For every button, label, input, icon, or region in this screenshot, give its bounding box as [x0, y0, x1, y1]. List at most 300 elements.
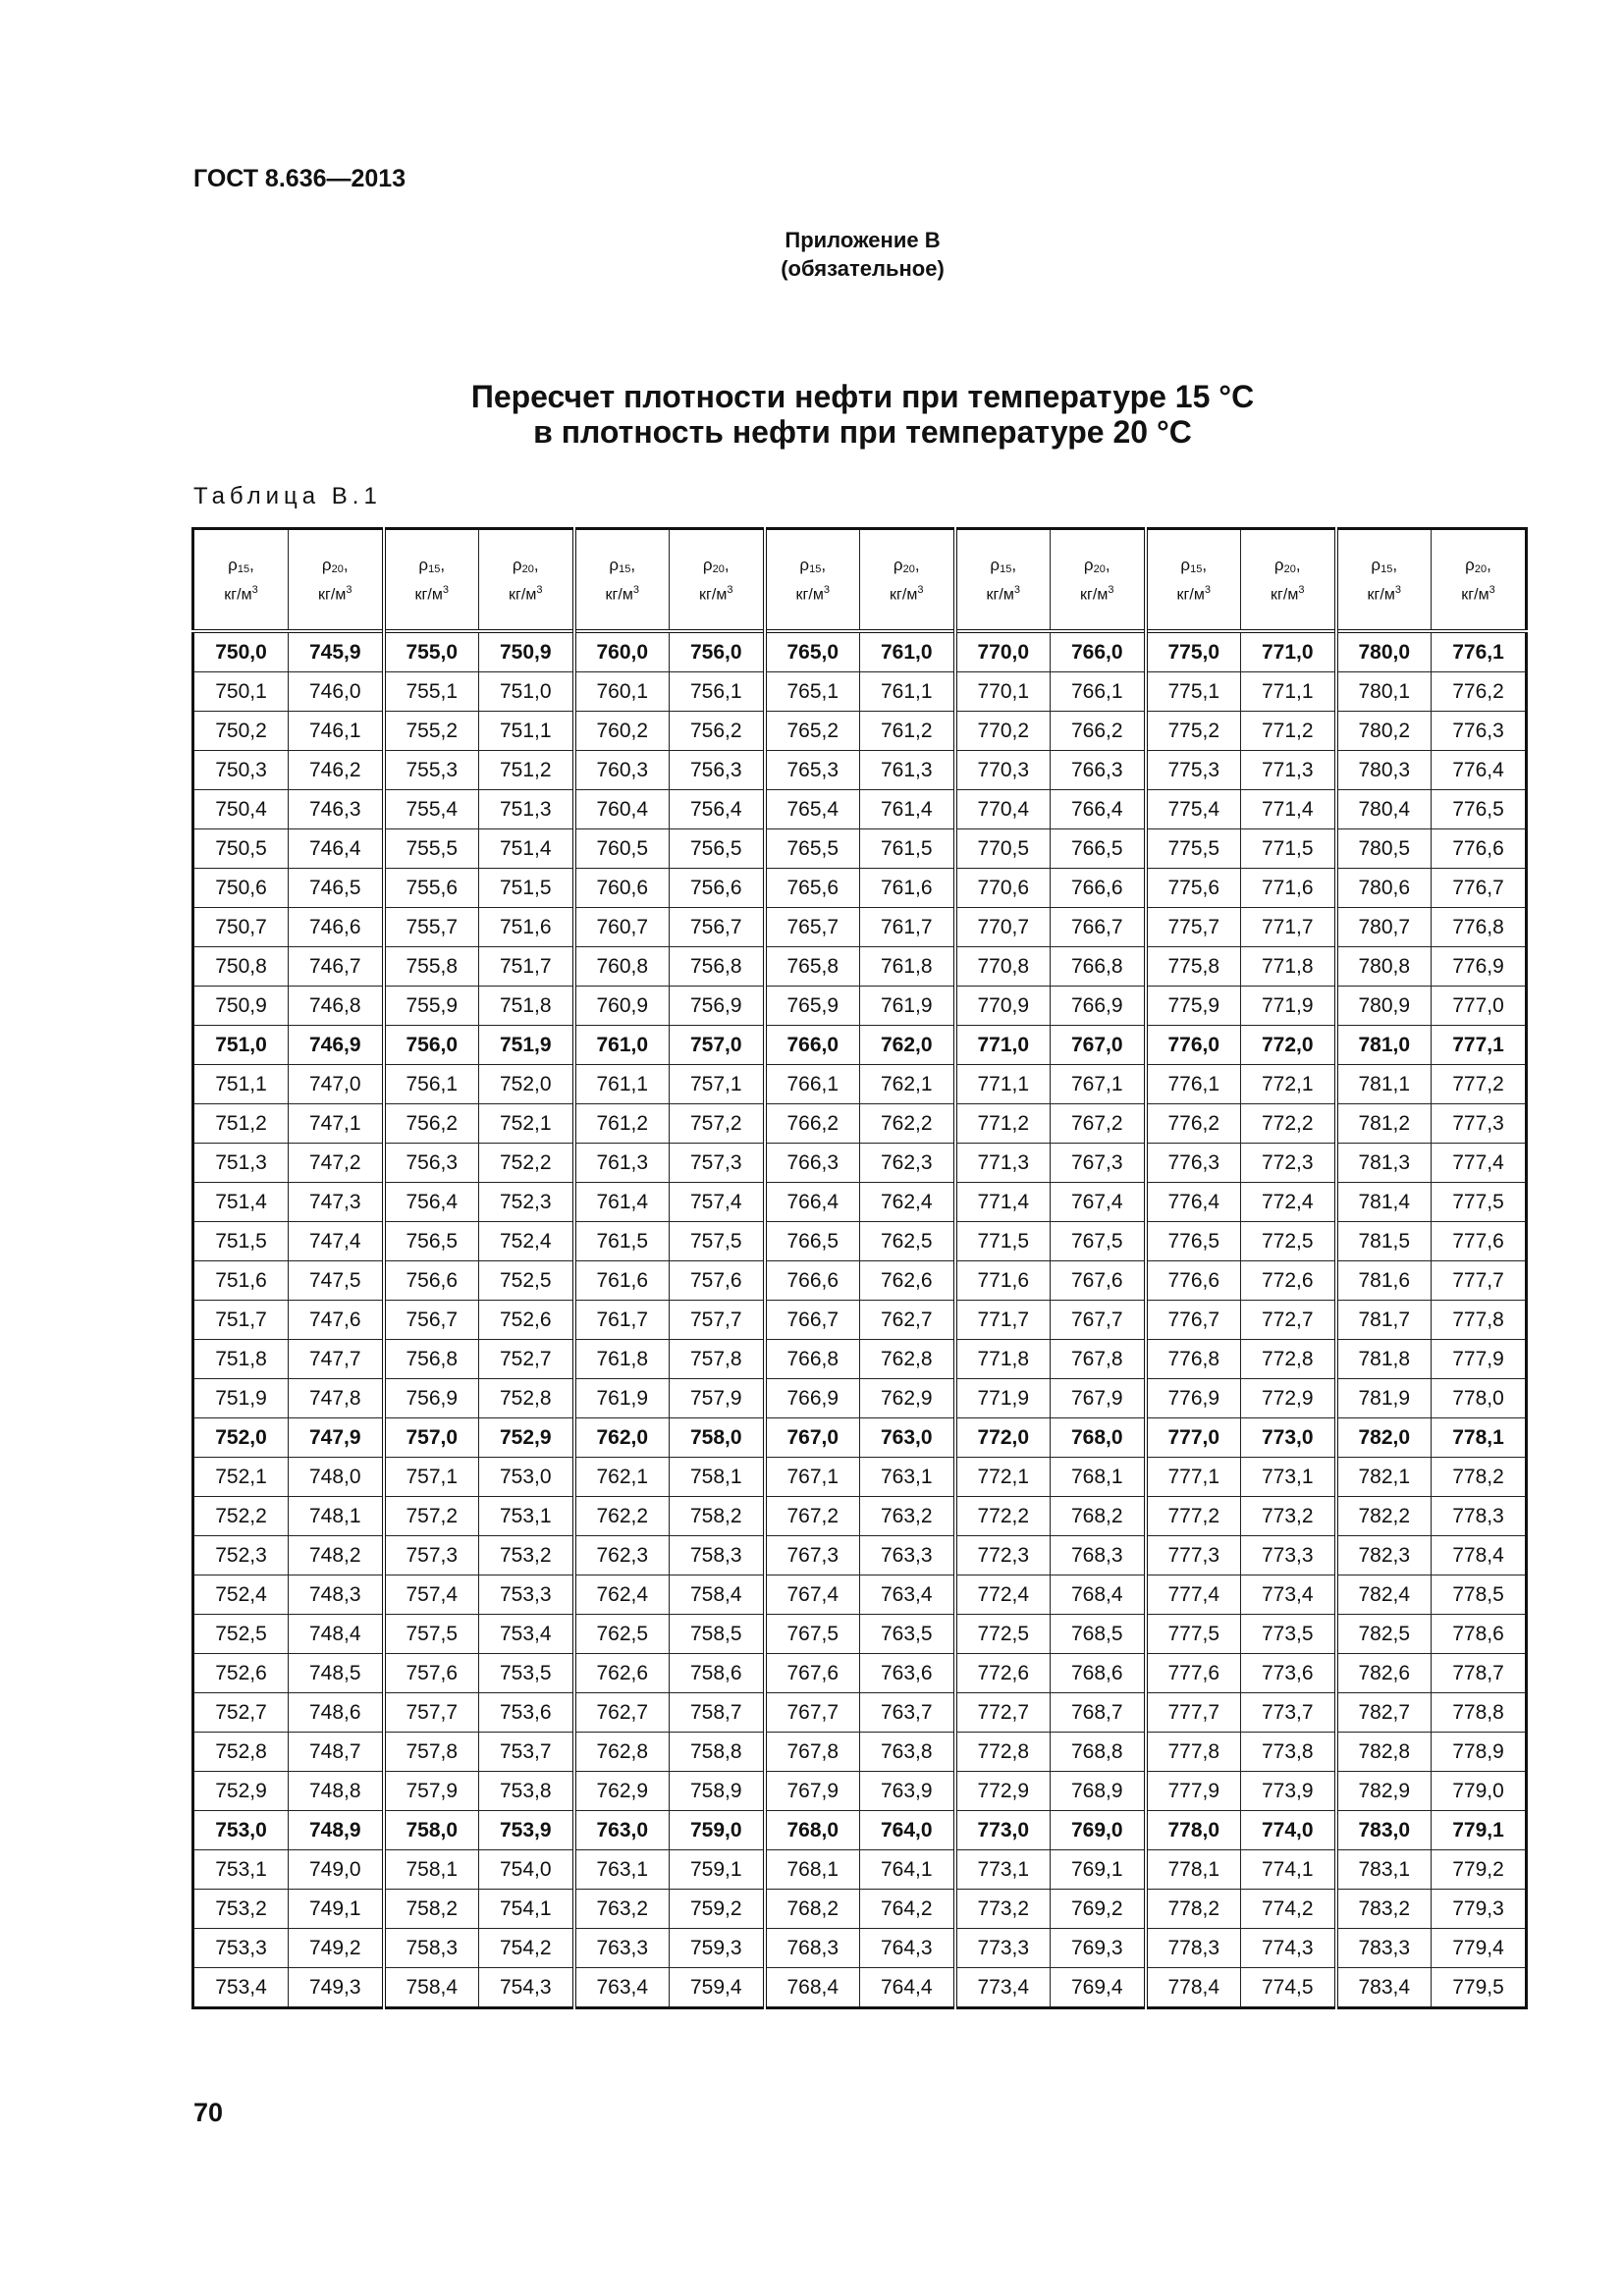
rho-subscript: 20: [712, 562, 725, 575]
cell-rho15: 757,0: [384, 1418, 479, 1458]
header-rho20: [1051, 529, 1146, 632]
cell-rho20: 776,6: [1432, 829, 1527, 869]
cell-rho15: 776,8: [1146, 1340, 1241, 1379]
cell-rho20: 756,1: [670, 672, 765, 712]
cell-rho15: 767,5: [765, 1615, 860, 1654]
cell-rho15: 777,4: [1146, 1575, 1241, 1615]
cell-rho15: 756,4: [384, 1183, 479, 1222]
cell-rho15: 767,1: [765, 1458, 860, 1497]
cell-rho20: 746,2: [289, 751, 384, 790]
cell-rho20: 746,4: [289, 829, 384, 869]
cell-rho15: 753,2: [193, 1890, 289, 1929]
cell-rho15: 776,2: [1146, 1104, 1241, 1144]
cell-rho15: 763,4: [574, 1968, 670, 2008]
header-rho15: [765, 529, 860, 632]
unit-exponent: 3: [442, 583, 449, 596]
cell-rho15: 751,5: [193, 1222, 289, 1261]
cell-rho15: 761,2: [574, 1104, 670, 1144]
cell-rho15: 765,3: [765, 751, 860, 790]
cell-rho20: 749,3: [289, 1968, 384, 2008]
cell-rho20: 757,8: [670, 1340, 765, 1379]
cell-rho20: 768,9: [1051, 1772, 1146, 1811]
cell-rho20: 756,6: [670, 869, 765, 908]
cell-rho20: 774,1: [1241, 1850, 1336, 1890]
rho-separator: ,: [724, 555, 730, 574]
cell-rho15: 770,9: [955, 987, 1051, 1026]
cell-rho20: 746,9: [289, 1026, 384, 1065]
cell-rho20: 757,0: [670, 1026, 765, 1065]
cell-rho15: 780,6: [1336, 869, 1432, 908]
cell-rho20: 746,8: [289, 987, 384, 1026]
cell-rho20: 771,3: [1241, 751, 1336, 790]
cell-rho20: 764,0: [860, 1811, 955, 1850]
table-row: [193, 712, 1527, 751]
cell-rho15: 781,6: [1336, 1261, 1432, 1301]
table-row: [193, 1772, 1527, 1811]
cell-rho15: 780,0: [1336, 631, 1432, 672]
cell-rho15: 751,8: [193, 1340, 289, 1379]
rho-subscript: 20: [1093, 562, 1106, 575]
cell-rho20: 754,1: [479, 1890, 574, 1929]
cell-rho15: 771,9: [955, 1379, 1051, 1418]
cell-rho20: 751,3: [479, 790, 574, 829]
cell-rho15: 777,5: [1146, 1615, 1241, 1654]
cell-rho15: 756,2: [384, 1104, 479, 1144]
cell-rho15: 781,2: [1336, 1104, 1432, 1144]
cell-rho15: 772,6: [955, 1654, 1051, 1693]
rho-symbol: ρ: [1083, 555, 1094, 574]
cell-rho15: 775,4: [1146, 790, 1241, 829]
header-rho15: [193, 529, 289, 632]
cell-rho20: 761,2: [860, 712, 955, 751]
cell-rho20: 771,0: [1241, 631, 1336, 672]
cell-rho15: 778,1: [1146, 1850, 1241, 1890]
cell-rho20: 766,4: [1051, 790, 1146, 829]
cell-rho15: 752,3: [193, 1536, 289, 1575]
cell-rho15: 753,0: [193, 1811, 289, 1850]
table-row: [193, 751, 1527, 790]
cell-rho20: 750,9: [479, 631, 574, 672]
cell-rho20: 746,6: [289, 908, 384, 947]
cell-rho15: 776,3: [1146, 1144, 1241, 1183]
rho-symbol: ρ: [1180, 555, 1191, 574]
cell-rho20: 768,3: [1051, 1536, 1146, 1575]
cell-rho20: 753,6: [479, 1693, 574, 1733]
cell-rho20: 752,4: [479, 1222, 574, 1261]
cell-rho20: 763,2: [860, 1497, 955, 1536]
cell-rho20: 776,2: [1432, 672, 1527, 712]
rho-subscript: 15: [619, 562, 631, 575]
cell-rho15: 750,7: [193, 908, 289, 947]
cell-rho15: 760,7: [574, 908, 670, 947]
cell-rho15: 781,7: [1336, 1301, 1432, 1340]
cell-rho15: 770,1: [955, 672, 1051, 712]
cell-rho15: 768,0: [765, 1811, 860, 1850]
cell-rho20: 772,6: [1241, 1261, 1336, 1301]
cell-rho15: 771,5: [955, 1222, 1051, 1261]
unit-exponent: 3: [917, 583, 924, 596]
title-line-2: в плотность нефти при температуре 20 °С: [533, 414, 1192, 450]
cell-rho15: 765,8: [765, 947, 860, 987]
cell-rho20: 763,0: [860, 1418, 955, 1458]
cell-rho15: 772,8: [955, 1733, 1051, 1772]
cell-rho20: 746,5: [289, 869, 384, 908]
header-rho15: [384, 529, 479, 632]
cell-rho20: 757,7: [670, 1301, 765, 1340]
cell-rho15: 777,8: [1146, 1733, 1241, 1772]
cell-rho20: 752,3: [479, 1183, 574, 1222]
cell-rho20: 753,0: [479, 1458, 574, 1497]
rho-subscript: 20: [1474, 562, 1488, 575]
cell-rho20: 745,9: [289, 631, 384, 672]
cell-rho15: 760,9: [574, 987, 670, 1026]
unit-exponent: 3: [1204, 583, 1211, 596]
cell-rho20: 762,3: [860, 1144, 955, 1183]
cell-rho20: 769,1: [1051, 1850, 1146, 1890]
cell-rho20: 761,6: [860, 869, 955, 908]
cell-rho20: 764,1: [860, 1850, 955, 1890]
unit-label: кг/м: [1271, 586, 1299, 604]
unit-exponent: 3: [1489, 583, 1495, 596]
rho-separator: ,: [533, 555, 539, 574]
rho-symbol: ρ: [1273, 555, 1284, 574]
header-rho15: [955, 529, 1051, 632]
cell-rho20: 748,8: [289, 1772, 384, 1811]
rho-subscript: 15: [1000, 562, 1012, 575]
rho-separator: ,: [630, 555, 636, 574]
appendix-type: (обязательное): [781, 256, 945, 281]
cell-rho20: 777,8: [1432, 1301, 1527, 1340]
cell-rho15: 750,3: [193, 751, 289, 790]
cell-rho20: 776,8: [1432, 908, 1527, 947]
cell-rho20: 777,9: [1432, 1340, 1527, 1379]
cell-rho15: 777,2: [1146, 1497, 1241, 1536]
cell-rho15: 757,1: [384, 1458, 479, 1497]
cell-rho15: 776,4: [1146, 1183, 1241, 1222]
cell-rho20: 762,8: [860, 1340, 955, 1379]
cell-rho20: 777,5: [1432, 1183, 1527, 1222]
cell-rho20: 769,4: [1051, 1968, 1146, 2008]
cell-rho15: 771,2: [955, 1104, 1051, 1144]
rho-symbol: ρ: [512, 555, 522, 574]
cell-rho20: 756,8: [670, 947, 765, 987]
cell-rho15: 757,4: [384, 1575, 479, 1615]
unit-label: кг/м: [699, 586, 728, 604]
rho-symbol: ρ: [228, 555, 238, 574]
cell-rho15: 770,7: [955, 908, 1051, 947]
table-row: [193, 1418, 1527, 1458]
cell-rho20: 766,1: [1051, 672, 1146, 712]
cell-rho15: 766,3: [765, 1144, 860, 1183]
cell-rho20: 768,7: [1051, 1693, 1146, 1733]
table-row: [193, 1929, 1527, 1968]
rho-subscript: 15: [809, 562, 822, 575]
cell-rho15: 762,5: [574, 1615, 670, 1654]
cell-rho20: 762,2: [860, 1104, 955, 1144]
cell-rho15: 777,1: [1146, 1458, 1241, 1497]
cell-rho20: 766,3: [1051, 751, 1146, 790]
cell-rho20: 751,0: [479, 672, 574, 712]
cell-rho20: 756,2: [670, 712, 765, 751]
cell-rho20: 761,8: [860, 947, 955, 987]
cell-rho20: 751,9: [479, 1026, 574, 1065]
cell-rho15: 760,2: [574, 712, 670, 751]
cell-rho15: 767,2: [765, 1497, 860, 1536]
cell-rho20: 747,6: [289, 1301, 384, 1340]
cell-rho15: 750,9: [193, 987, 289, 1026]
cell-rho20: 773,3: [1241, 1536, 1336, 1575]
cell-rho20: 756,4: [670, 790, 765, 829]
cell-rho20: 776,3: [1432, 712, 1527, 751]
cell-rho15: 772,5: [955, 1615, 1051, 1654]
cell-rho20: 762,0: [860, 1026, 955, 1065]
cell-rho15: 761,6: [574, 1261, 670, 1301]
cell-rho15: 772,7: [955, 1693, 1051, 1733]
cell-rho15: 781,0: [1336, 1026, 1432, 1065]
cell-rho20: 768,6: [1051, 1654, 1146, 1693]
table-row: [193, 1850, 1527, 1890]
cell-rho20: 772,7: [1241, 1301, 1336, 1340]
cell-rho20: 761,4: [860, 790, 955, 829]
cell-rho20: 762,1: [860, 1065, 955, 1104]
cell-rho15: 771,6: [955, 1261, 1051, 1301]
cell-rho20: 747,9: [289, 1418, 384, 1458]
cell-rho15: 780,9: [1336, 987, 1432, 1026]
cell-rho20: 753,4: [479, 1615, 574, 1654]
cell-rho20: 768,1: [1051, 1458, 1146, 1497]
page-title: [0, 379, 1624, 450]
cell-rho20: 772,3: [1241, 1144, 1336, 1183]
unit-exponent: 3: [632, 583, 639, 596]
cell-rho20: 772,1: [1241, 1065, 1336, 1104]
unit-exponent: 3: [536, 583, 543, 596]
cell-rho15: 751,6: [193, 1261, 289, 1301]
cell-rho20: 778,5: [1432, 1575, 1527, 1615]
unit-label: кг/м: [1176, 586, 1205, 604]
cell-rho15: 782,9: [1336, 1772, 1432, 1811]
cell-rho20: 764,4: [860, 1968, 955, 2008]
cell-rho15: 777,9: [1146, 1772, 1241, 1811]
cell-rho20: 772,5: [1241, 1222, 1336, 1261]
cell-rho15: 780,3: [1336, 751, 1432, 790]
cell-rho15: 758,2: [384, 1890, 479, 1929]
cell-rho15: 770,3: [955, 751, 1051, 790]
cell-rho15: 775,6: [1146, 869, 1241, 908]
cell-rho20: 764,3: [860, 1929, 955, 1968]
cell-rho20: 767,7: [1051, 1301, 1146, 1340]
cell-rho20: 773,5: [1241, 1615, 1336, 1654]
cell-rho20: 748,9: [289, 1811, 384, 1850]
unit-exponent: 3: [1394, 583, 1401, 596]
rho-separator: ,: [1487, 555, 1491, 574]
cell-rho15: 761,5: [574, 1222, 670, 1261]
rho-symbol: ρ: [990, 555, 1001, 574]
table-row: [193, 1261, 1527, 1301]
cell-rho20: 758,1: [670, 1458, 765, 1497]
cell-rho20: 767,8: [1051, 1340, 1146, 1379]
cell-rho15: 762,9: [574, 1772, 670, 1811]
cell-rho15: 761,0: [574, 1026, 670, 1065]
unit-exponent: 3: [1013, 583, 1020, 596]
cell-rho20: 746,3: [289, 790, 384, 829]
cell-rho20: 759,2: [670, 1890, 765, 1929]
cell-rho20: 757,4: [670, 1183, 765, 1222]
cell-rho20: 756,5: [670, 829, 765, 869]
table-header-row: [193, 529, 1527, 632]
cell-rho15: 778,4: [1146, 1968, 1241, 2008]
cell-rho15: 755,1: [384, 672, 479, 712]
cell-rho15: 781,5: [1336, 1222, 1432, 1261]
cell-rho15: 772,3: [955, 1536, 1051, 1575]
header-rho20: [479, 529, 574, 632]
rho-symbol: ρ: [1465, 555, 1475, 574]
cell-rho20: 761,1: [860, 672, 955, 712]
cell-rho15: 756,0: [384, 1026, 479, 1065]
cell-rho15: 772,0: [955, 1418, 1051, 1458]
cell-rho20: 778,3: [1432, 1497, 1527, 1536]
cell-rho15: 750,4: [193, 790, 289, 829]
cell-rho15: 770,0: [955, 631, 1051, 672]
cell-rho15: 763,2: [574, 1890, 670, 1929]
rho-separator: ,: [914, 555, 920, 574]
cell-rho15: 765,0: [765, 631, 860, 672]
cell-rho20: 752,9: [479, 1418, 574, 1458]
cell-rho20: 766,9: [1051, 987, 1146, 1026]
cell-rho15: 758,4: [384, 1968, 479, 2008]
cell-rho20: 762,7: [860, 1301, 955, 1340]
cell-rho15: 751,4: [193, 1183, 289, 1222]
cell-rho15: 780,4: [1336, 790, 1432, 829]
cell-rho15: 776,5: [1146, 1222, 1241, 1261]
cell-rho20: 751,7: [479, 947, 574, 987]
cell-rho15: 767,4: [765, 1575, 860, 1615]
unit-exponent: 3: [346, 583, 352, 596]
cell-rho15: 783,0: [1336, 1811, 1432, 1850]
table-row: [193, 1536, 1527, 1575]
unit-exponent: 3: [727, 583, 733, 596]
cell-rho20: 758,6: [670, 1654, 765, 1693]
cell-rho20: 771,2: [1241, 712, 1336, 751]
table-row: [193, 1183, 1527, 1222]
cell-rho20: 758,9: [670, 1772, 765, 1811]
cell-rho15: 772,1: [955, 1458, 1051, 1497]
cell-rho20: 757,3: [670, 1144, 765, 1183]
rho-separator: ,: [343, 555, 349, 574]
cell-rho20: 767,3: [1051, 1144, 1146, 1183]
cell-rho15: 767,8: [765, 1733, 860, 1772]
cell-rho20: 756,3: [670, 751, 765, 790]
cell-rho15: 755,4: [384, 790, 479, 829]
cell-rho15: 771,8: [955, 1340, 1051, 1379]
cell-rho20: 752,8: [479, 1379, 574, 1418]
cell-rho20: 778,6: [1432, 1615, 1527, 1654]
cell-rho20: 777,1: [1432, 1026, 1527, 1065]
cell-rho20: 761,0: [860, 631, 955, 672]
cell-rho15: 773,3: [955, 1929, 1051, 1968]
cell-rho15: 766,5: [765, 1222, 860, 1261]
cell-rho20: 773,9: [1241, 1772, 1336, 1811]
cell-rho15: 770,6: [955, 869, 1051, 908]
unit-exponent: 3: [251, 583, 258, 596]
cell-rho20: 756,7: [670, 908, 765, 947]
cell-rho15: 781,3: [1336, 1144, 1432, 1183]
cell-rho20: 776,7: [1432, 869, 1527, 908]
cell-rho20: 763,3: [860, 1536, 955, 1575]
cell-rho20: 761,7: [860, 908, 955, 947]
cell-rho15: 767,6: [765, 1654, 860, 1693]
cell-rho20: 768,0: [1051, 1418, 1146, 1458]
cell-rho15: 761,1: [574, 1065, 670, 1104]
cell-rho20: 747,0: [289, 1065, 384, 1104]
cell-rho15: 762,3: [574, 1536, 670, 1575]
cell-rho15: 765,9: [765, 987, 860, 1026]
cell-rho15: 750,2: [193, 712, 289, 751]
cell-rho20: 768,4: [1051, 1575, 1146, 1615]
cell-rho15: 768,1: [765, 1850, 860, 1890]
cell-rho20: 747,4: [289, 1222, 384, 1261]
cell-rho15: 772,9: [955, 1772, 1051, 1811]
cell-rho20: 747,3: [289, 1183, 384, 1222]
table-row: [193, 908, 1527, 947]
cell-rho20: 773,6: [1241, 1654, 1336, 1693]
cell-rho15: 767,3: [765, 1536, 860, 1575]
table-label: Таблица В.1: [193, 483, 382, 509]
cell-rho20: 774,3: [1241, 1929, 1336, 1968]
cell-rho20: 777,4: [1432, 1144, 1527, 1183]
cell-rho20: 766,8: [1051, 947, 1146, 987]
cell-rho15: 756,7: [384, 1301, 479, 1340]
cell-rho20: 763,5: [860, 1615, 955, 1654]
cell-rho15: 763,3: [574, 1929, 670, 1968]
cell-rho20: 748,1: [289, 1497, 384, 1536]
rho-separator: ,: [1295, 555, 1301, 574]
cell-rho15: 763,1: [574, 1850, 670, 1890]
cell-rho15: 755,9: [384, 987, 479, 1026]
cell-rho20: 748,3: [289, 1575, 384, 1615]
cell-rho20: 761,3: [860, 751, 955, 790]
cell-rho15: 771,4: [955, 1183, 1051, 1222]
cell-rho20: 747,8: [289, 1379, 384, 1418]
cell-rho15: 770,4: [955, 790, 1051, 829]
rho-separator: ,: [1202, 555, 1208, 574]
rho-separator: ,: [821, 555, 827, 574]
cell-rho15: 758,3: [384, 1929, 479, 1968]
rho-symbol: ρ: [609, 555, 620, 574]
cell-rho20: 772,0: [1241, 1026, 1336, 1065]
cell-rho20: 753,1: [479, 1497, 574, 1536]
cell-rho20: 757,1: [670, 1065, 765, 1104]
cell-rho20: 776,1: [1432, 631, 1527, 672]
cell-rho20: 758,0: [670, 1418, 765, 1458]
table-row: [193, 1497, 1527, 1536]
table-row: [193, 1379, 1527, 1418]
cell-rho15: 768,4: [765, 1968, 860, 2008]
cell-rho15: 755,2: [384, 712, 479, 751]
cell-rho15: 765,5: [765, 829, 860, 869]
cell-rho20: 768,2: [1051, 1497, 1146, 1536]
cell-rho15: 781,8: [1336, 1340, 1432, 1379]
table-row: [193, 987, 1527, 1026]
cell-rho20: 779,5: [1432, 1968, 1527, 2008]
cell-rho15: 752,8: [193, 1733, 289, 1772]
table-row: [193, 1693, 1527, 1733]
cell-rho20: 749,2: [289, 1929, 384, 1968]
cell-rho15: 756,1: [384, 1065, 479, 1104]
cell-rho20: 751,5: [479, 869, 574, 908]
table-row: [193, 1340, 1527, 1379]
cell-rho15: 766,8: [765, 1340, 860, 1379]
rho-separator: ,: [440, 555, 446, 574]
